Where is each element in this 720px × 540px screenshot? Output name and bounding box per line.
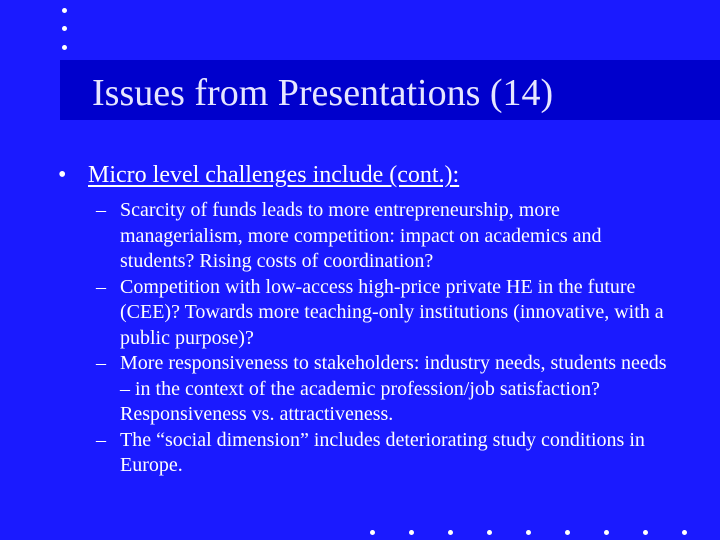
dash-marker: – — [96, 275, 106, 298]
sub-bullet-text: Scarcity of funds leads to more entrepreneurship, more managerialism, more competition: impact on academics and students? Rising costs of coordination? — [120, 199, 602, 272]
slide-title: Issues from Presentations (14) — [92, 72, 554, 114]
decorative-dot — [643, 530, 648, 535]
sub-bullet-text: Competition with low-access high-price private HE in the future (CEE)? Towards more teaching-only institutions (innovative, with a public purpose)? — [120, 275, 664, 349]
sub-bullet — [96, 275, 676, 352]
dash-marker: – — [96, 199, 106, 221]
decorative-dot — [526, 530, 531, 535]
sub-bullet-text: More responsiveness to stakeholders: industry needs, students needs – in the context of the academic profession/job satisfaction? Responsiveness vs. attractiveness. — [120, 352, 667, 425]
decorative-dot — [409, 530, 414, 535]
decorative-dot — [682, 530, 687, 535]
decorative-dot — [565, 530, 570, 535]
dash-marker: – — [96, 428, 106, 451]
decorative-dot — [487, 530, 492, 535]
sub-bullet — [96, 351, 676, 428]
decorative-dot — [62, 8, 67, 13]
dash-marker: – — [96, 352, 106, 374]
sub-bullet-list — [96, 198, 676, 479]
decorative-dot — [62, 45, 67, 50]
decorative-dot — [448, 530, 453, 535]
bullet-marker: • — [58, 162, 67, 188]
sub-bullet — [96, 198, 676, 275]
decorative-dot — [62, 26, 67, 31]
decorative-dot — [604, 530, 609, 535]
decorative-dot — [370, 530, 375, 535]
sub-bullet — [96, 428, 676, 479]
main-bullet-text: Micro level challenges include (cont.): — [88, 162, 460, 188]
sub-bullet-text: The “social dimension” includes deteriorating study conditions in Europe. — [120, 428, 645, 476]
